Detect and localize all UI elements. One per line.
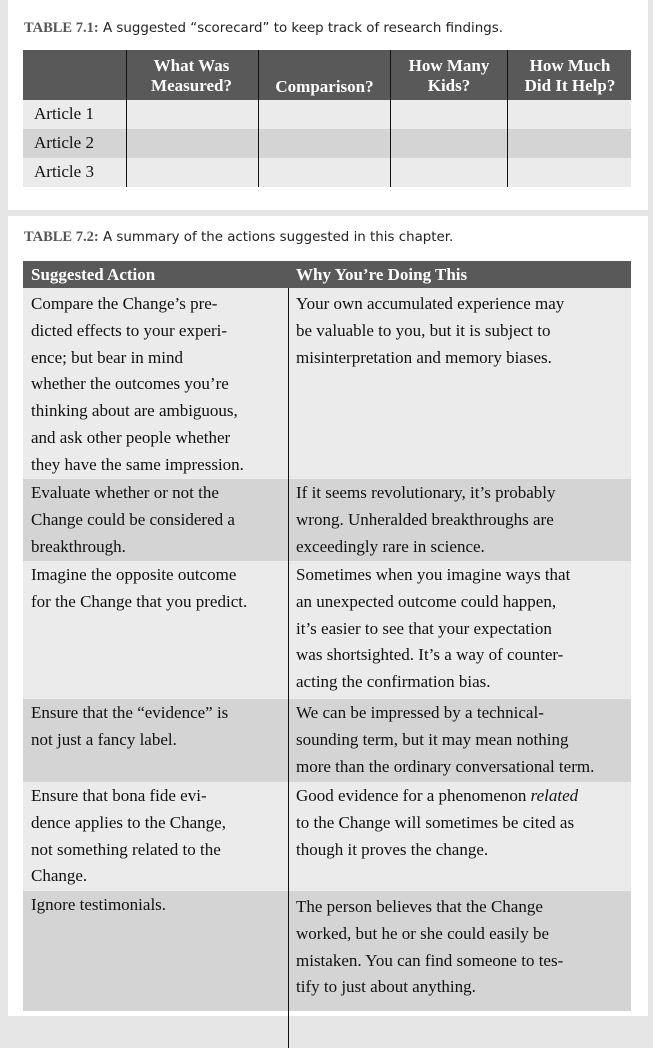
table-row [23, 129, 631, 158]
header-suggested-action: Suggested Action [31, 265, 156, 284]
action-cell: Evaluate whether or not the Change could be considered a breakthrough. [31, 483, 235, 556]
table-7-2-panel [8, 216, 648, 1016]
why-cell: Your own accumulated experience may be valuable to you, but it is subject to misinterpretation and memory biases. [296, 294, 565, 367]
scorecard-header-row [23, 50, 631, 100]
table-row [23, 288, 631, 479]
action-cell: Ensure that the “evidence” is not just a fancy label. [31, 703, 229, 749]
table-row [23, 100, 631, 129]
table-7-2-caption-text: A summary of the actions suggested in this chapter. [102, 230, 454, 245]
column-divider [126, 50, 127, 187]
table-row [23, 561, 631, 699]
why-cell: If it seems revolutionary, it’s probably wrong. Unheralded breakthroughs are exceedingly rare in science. [296, 483, 556, 556]
header-how-much-did-it-help: How Much Did It Help? [524, 56, 616, 95]
column-divider [258, 50, 259, 187]
row-label: Article 2 [34, 133, 94, 152]
why-cell: Sometimes when you imagine ways that an unexpected outcome could happen, it’s easier to see that your expectation was shortsighted. It’s a way of counter- acting the confirmation bias. [296, 565, 571, 692]
action-cell: Imagine the opposite outcome for the Change that you predict. [31, 565, 248, 611]
actions-table [23, 261, 631, 1011]
table-7-2-caption [24, 229, 453, 246]
action-cell: Ensure that bona fide evi- dence applies to the Change, not something related to the Change. [31, 786, 226, 886]
why-text-post: to the Change will sometimes be cited as though it proves the change. [296, 812, 575, 859]
header-what-was-measured: What Was Measured? [151, 56, 232, 95]
why-cell: The person believes that the Change worked, but he or she could easily be mistaken. You can find someone to tes- tify to just about anything. [296, 897, 564, 997]
header-how-many-kids: How Many Kids? [408, 56, 490, 95]
table-row [23, 479, 631, 561]
actions-header-row [23, 261, 631, 288]
header-why-youre-doing-this: Why You’re Doing This [296, 265, 468, 284]
row-label: Article 3 [34, 162, 94, 181]
column-divider [390, 50, 391, 187]
table-row [23, 782, 631, 891]
table-7-1-label: TABLE 7.1: [24, 20, 99, 36]
action-cell: Ignore testimonials. [31, 895, 167, 914]
row-label: Article 1 [34, 104, 94, 123]
table-7-1-panel [8, 0, 648, 210]
table-7-2-label: TABLE 7.2: [24, 229, 99, 245]
why-text-emphasis: related [530, 786, 579, 805]
action-cell: Compare the Change’s pre- dicted effects to your experi- ence; but bear in mind whether the outcomes you’re thinking about are ambiguous, and ask other people whether they have the same impression. [31, 294, 244, 474]
table-row [23, 158, 631, 187]
column-divider [507, 50, 508, 187]
table-row [23, 699, 631, 782]
header-comparison: Comparison? [275, 77, 374, 96]
why-cell: We can be impressed by a technical- sounding term, but it may mean nothing more than the ordinary conversational term. [296, 703, 595, 776]
column-divider [288, 288, 289, 1048]
why-text-pre: Good evidence for a phenomenon [296, 786, 531, 805]
table-7-1-caption-text: A suggested “scorecard” to keep track of research findings. [102, 21, 503, 36]
why-cell [296, 783, 628, 863]
table-7-1-caption [24, 20, 503, 37]
scorecard-table [23, 50, 631, 187]
table-row [23, 891, 631, 1011]
